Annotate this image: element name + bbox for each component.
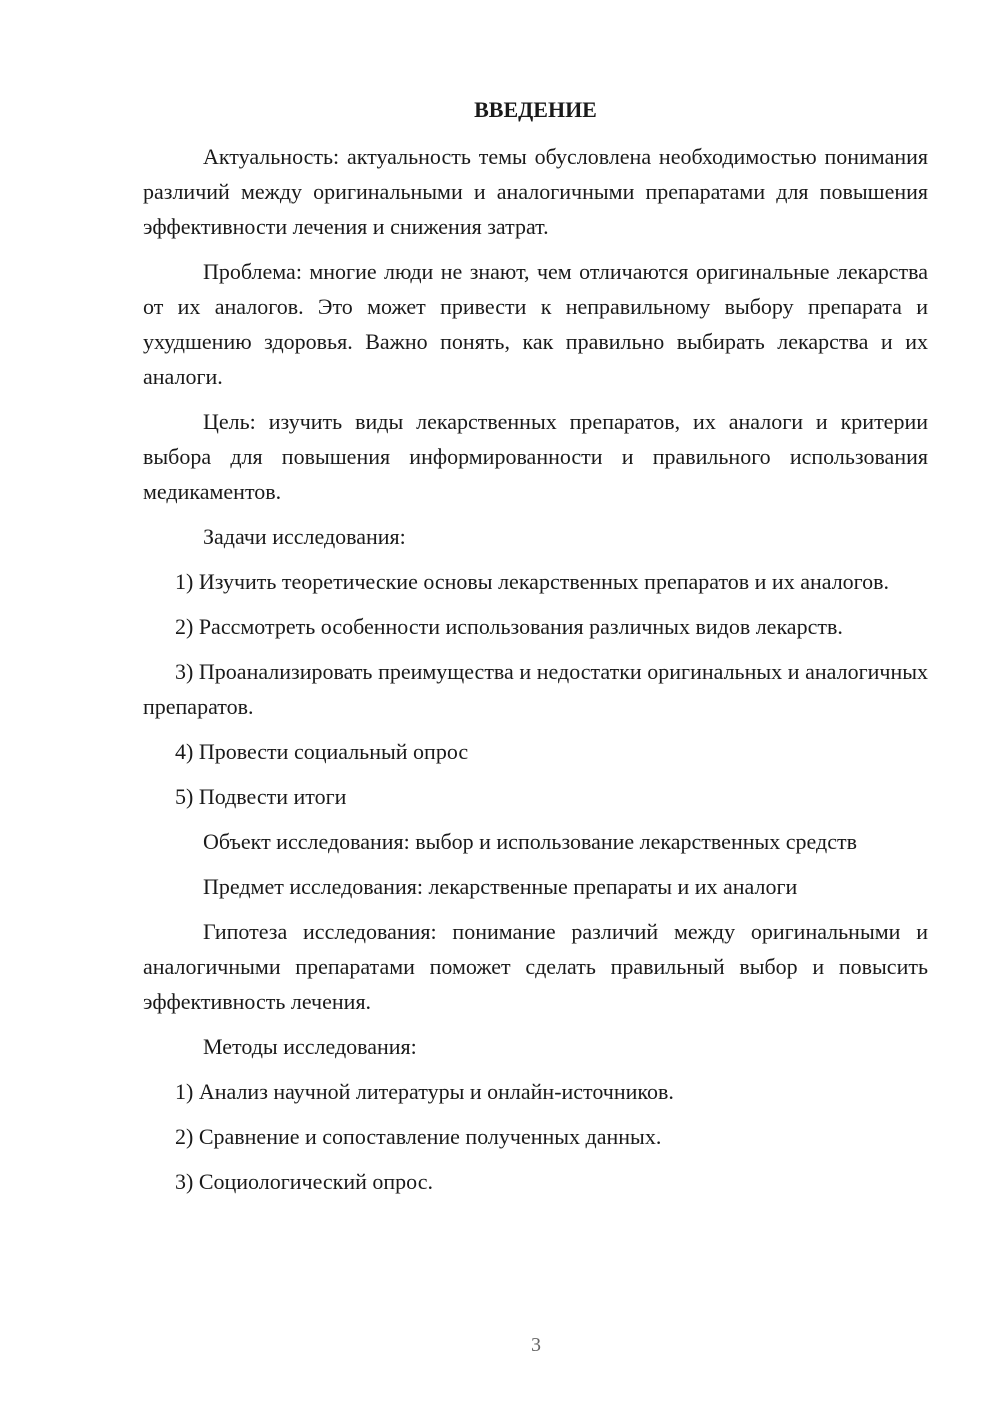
document-page xyxy=(143,92,928,1209)
task-item: 3) Проанализировать преимущества и недостатки оригинальных и аналогичных препаратов. xyxy=(143,659,928,719)
task-item: 2) Рассмотреть особенности использования различных видов лекарств. xyxy=(175,614,843,639)
object-paragraph: Объект исследования: выбор и использование лекарственных средств xyxy=(203,829,857,854)
tasks-heading: Задачи исследования: xyxy=(203,524,406,549)
task-item: 5) Подвести итоги xyxy=(175,784,347,809)
task-item: 4) Провести социальный опрос xyxy=(175,739,469,764)
goal-paragraph: Цель: изучить виды лекарственных препаратов, их аналоги и критерии выбора для повышения информированности и правильного использования медикаментов. xyxy=(143,409,928,504)
task-item: 1) Изучить теоретические основы лекарственных препаратов и их аналогов. xyxy=(175,569,890,594)
subject-paragraph: Предмет исследования: лекарственные препараты и их аналоги xyxy=(203,874,798,899)
hypothesis-paragraph: Гипотеза исследования: понимание различий между оригинальными и аналогичными препаратами поможет сделать правильный выбор и повысить эффективность лечения. xyxy=(143,919,928,1014)
methods-heading: Методы исследования: xyxy=(203,1034,417,1059)
method-item: 3) Социологический опрос. xyxy=(175,1169,433,1194)
relevance-paragraph: Актуальность: актуальность темы обусловлена необходимостью понимания различий между оригинальными и аналогичными препаратами для повышения эффективности лечения и снижения затрат. xyxy=(143,144,928,239)
page-title: ВВЕДЕНИЕ xyxy=(474,97,597,122)
problem-paragraph: Проблема: многие люди не знают, чем отличаются оригинальные лекарства от их аналогов. Это может привести к неправильному выбору препарата и ухудшению здоровья. Важно понять, как правильно выбирать лекарства и их аналоги. xyxy=(143,259,928,389)
page-number: 3 xyxy=(531,1334,541,1356)
method-item: 1) Анализ научной литературы и онлайн-источников. xyxy=(175,1079,674,1104)
method-item: 2) Сравнение и сопоставление полученных данных. xyxy=(175,1124,662,1149)
